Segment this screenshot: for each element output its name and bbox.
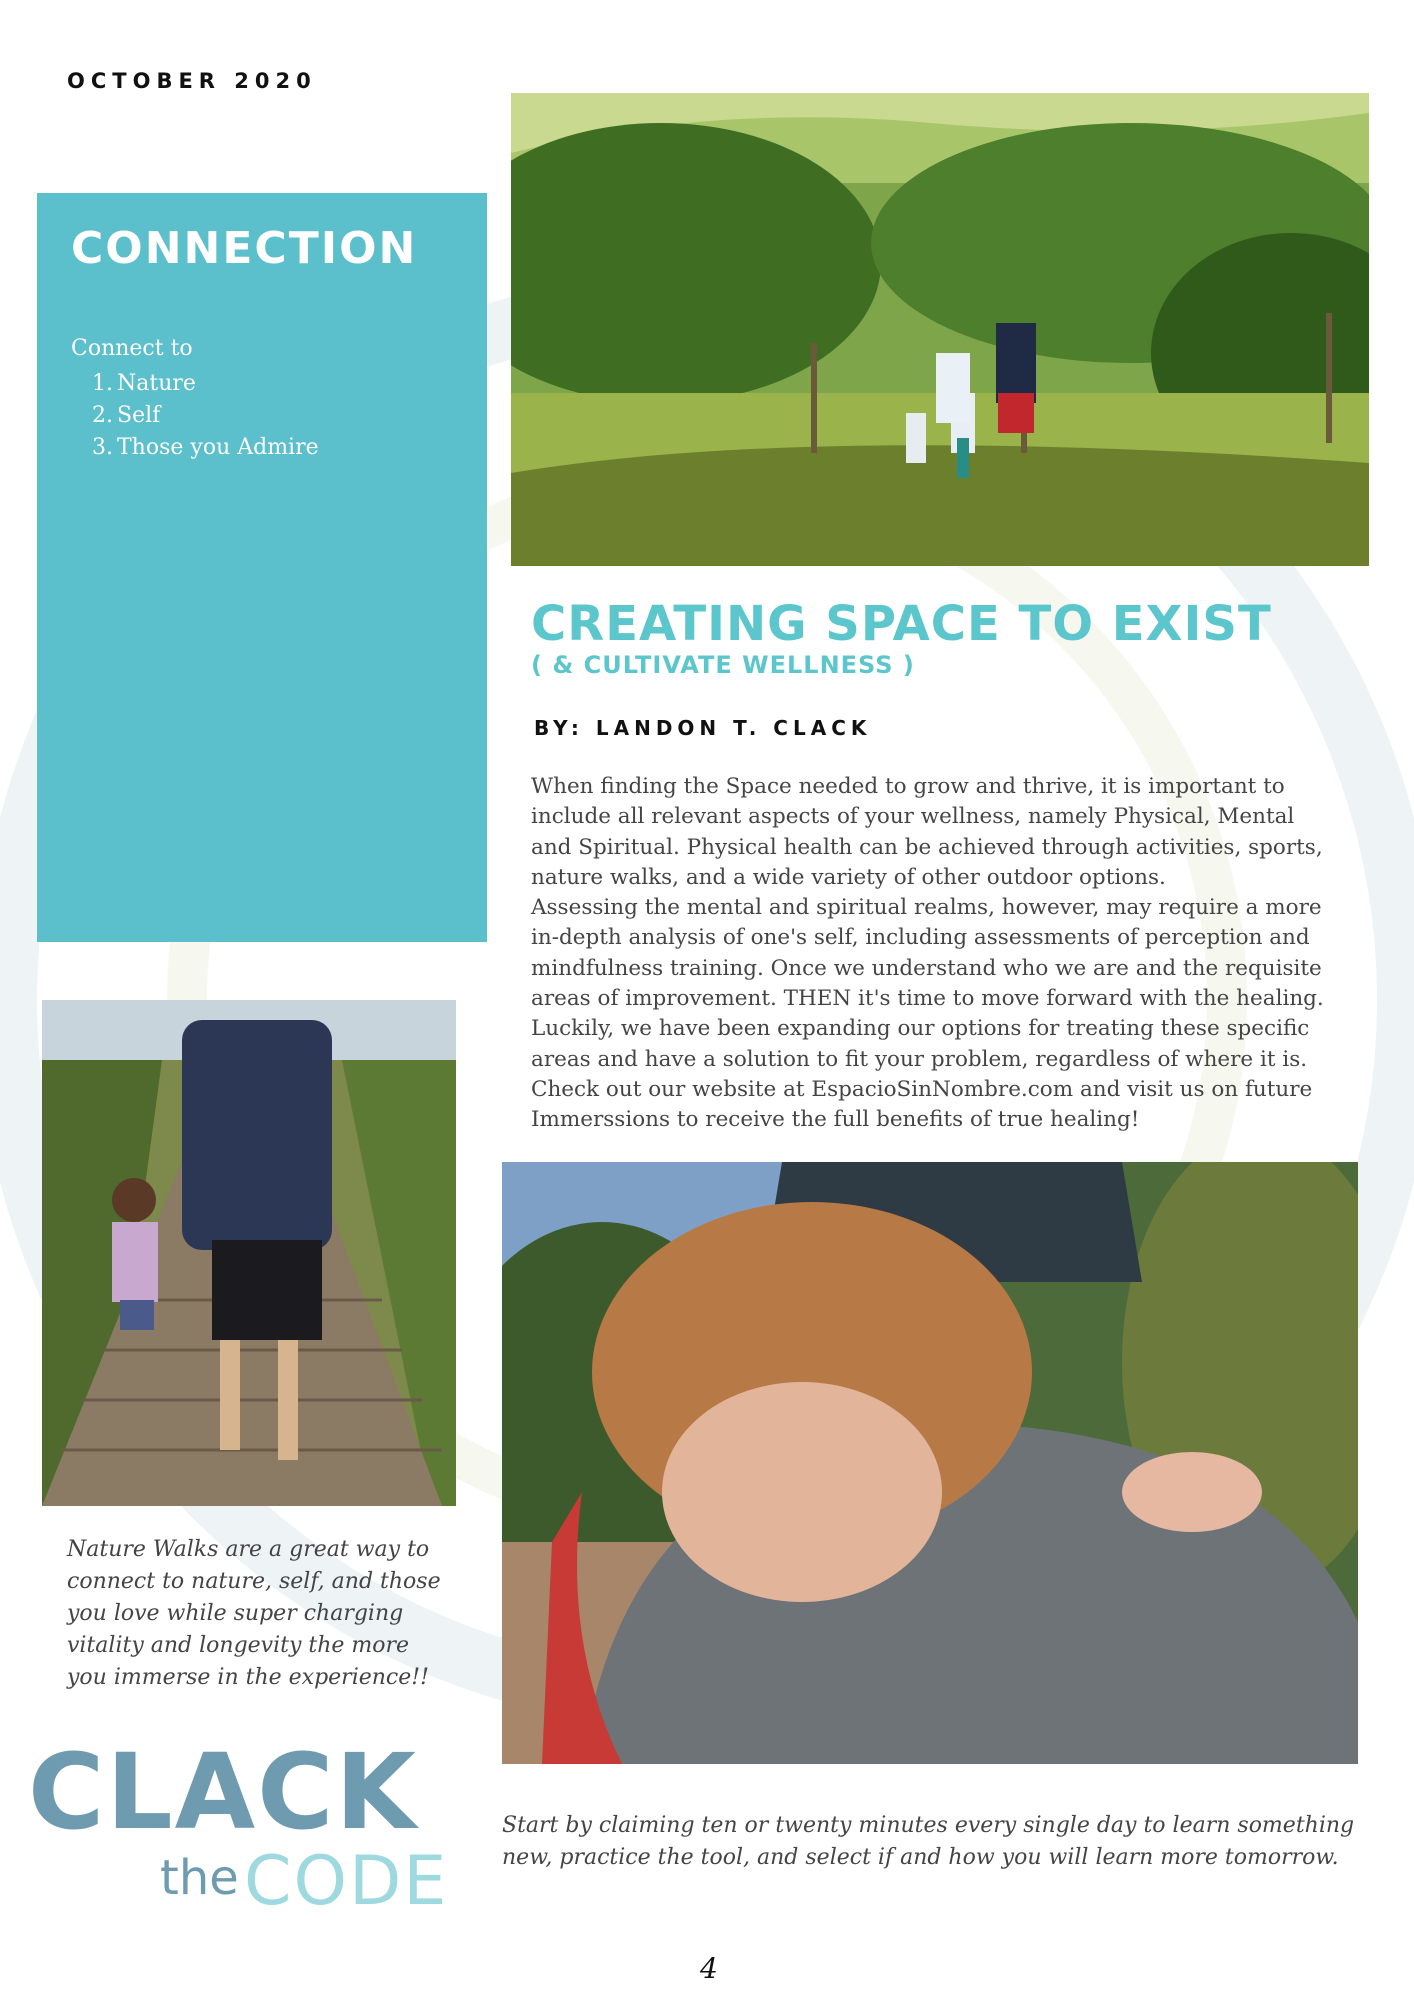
connection-list: [71, 368, 319, 464]
body-paragraph: Assessing the mental and spiritual realms, however, may require a more in-depth analysis of one's self, including assessments of perception and mindfulness training. Once we understand who we are and the requisite areas of improvement. THEN it's time to move forward with the healing. Luckily, we have been expanding our options for treating these specific areas and have a solution to fit your problem, regardless of where it is. Check out our website at EspacioSinNombre.com and visit us on future Immerssions to receive the full benefits of true healing!: [531, 895, 1324, 1133]
article-body: [531, 772, 1341, 1136]
photo-caption-bottom: Start by claiming ten or twenty minutes every single day to learn something new, practice the tool, and select if and how you will learn more tomorrow.: [502, 1813, 1355, 1870]
logo-word-clack: CLACK: [28, 1731, 418, 1853]
photo-caption-left: Nature Walks are a great way to connect to nature, self, and those you love while super charging vitality and longevity the more you immerse in the experience!!: [67, 1537, 441, 1690]
sidebar-title: CONNECTION: [71, 223, 418, 274]
issue-date: OCTOBER 2020: [67, 69, 317, 93]
logo-word-code: CODE: [244, 1842, 449, 1921]
list-item: [71, 432, 319, 464]
article-byline: BY: LANDON T. CLACK: [534, 716, 872, 740]
list-item: [71, 400, 319, 432]
hiking-family-photo: [511, 93, 1369, 566]
list-item-number: 1.: [92, 371, 113, 396]
sidebar-intro: Connect to: [71, 336, 193, 361]
page-number: 4: [700, 1952, 718, 1985]
child-hug-photo: [502, 1162, 1358, 1764]
connection-sidebar: [37, 193, 487, 942]
list-item: [71, 368, 319, 400]
list-item-number: 3.: [92, 435, 113, 460]
list-item-label: Those you Admire: [117, 435, 319, 460]
clack-the-code-logo: [28, 1731, 449, 1921]
article-headline: CREATING SPACE TO EXIST: [531, 596, 1272, 652]
list-item-label: Self: [117, 403, 161, 428]
list-item-label: Nature: [117, 371, 196, 396]
article-subhead: ( & CULTIVATE WELLNESS ): [531, 651, 915, 679]
boardwalk-walk-photo: [42, 1000, 456, 1506]
body-paragraph: When finding the Space needed to grow and thrive, it is important to include all relevant aspects of your wellness, namely Physical, Mental and Spiritual. Physical health can be achieved through activities, sports, nature walks, and a wide variety of other outdoor options.: [531, 774, 1323, 890]
logo-word-the: the: [160, 1850, 239, 1906]
list-item-number: 2.: [92, 403, 113, 428]
